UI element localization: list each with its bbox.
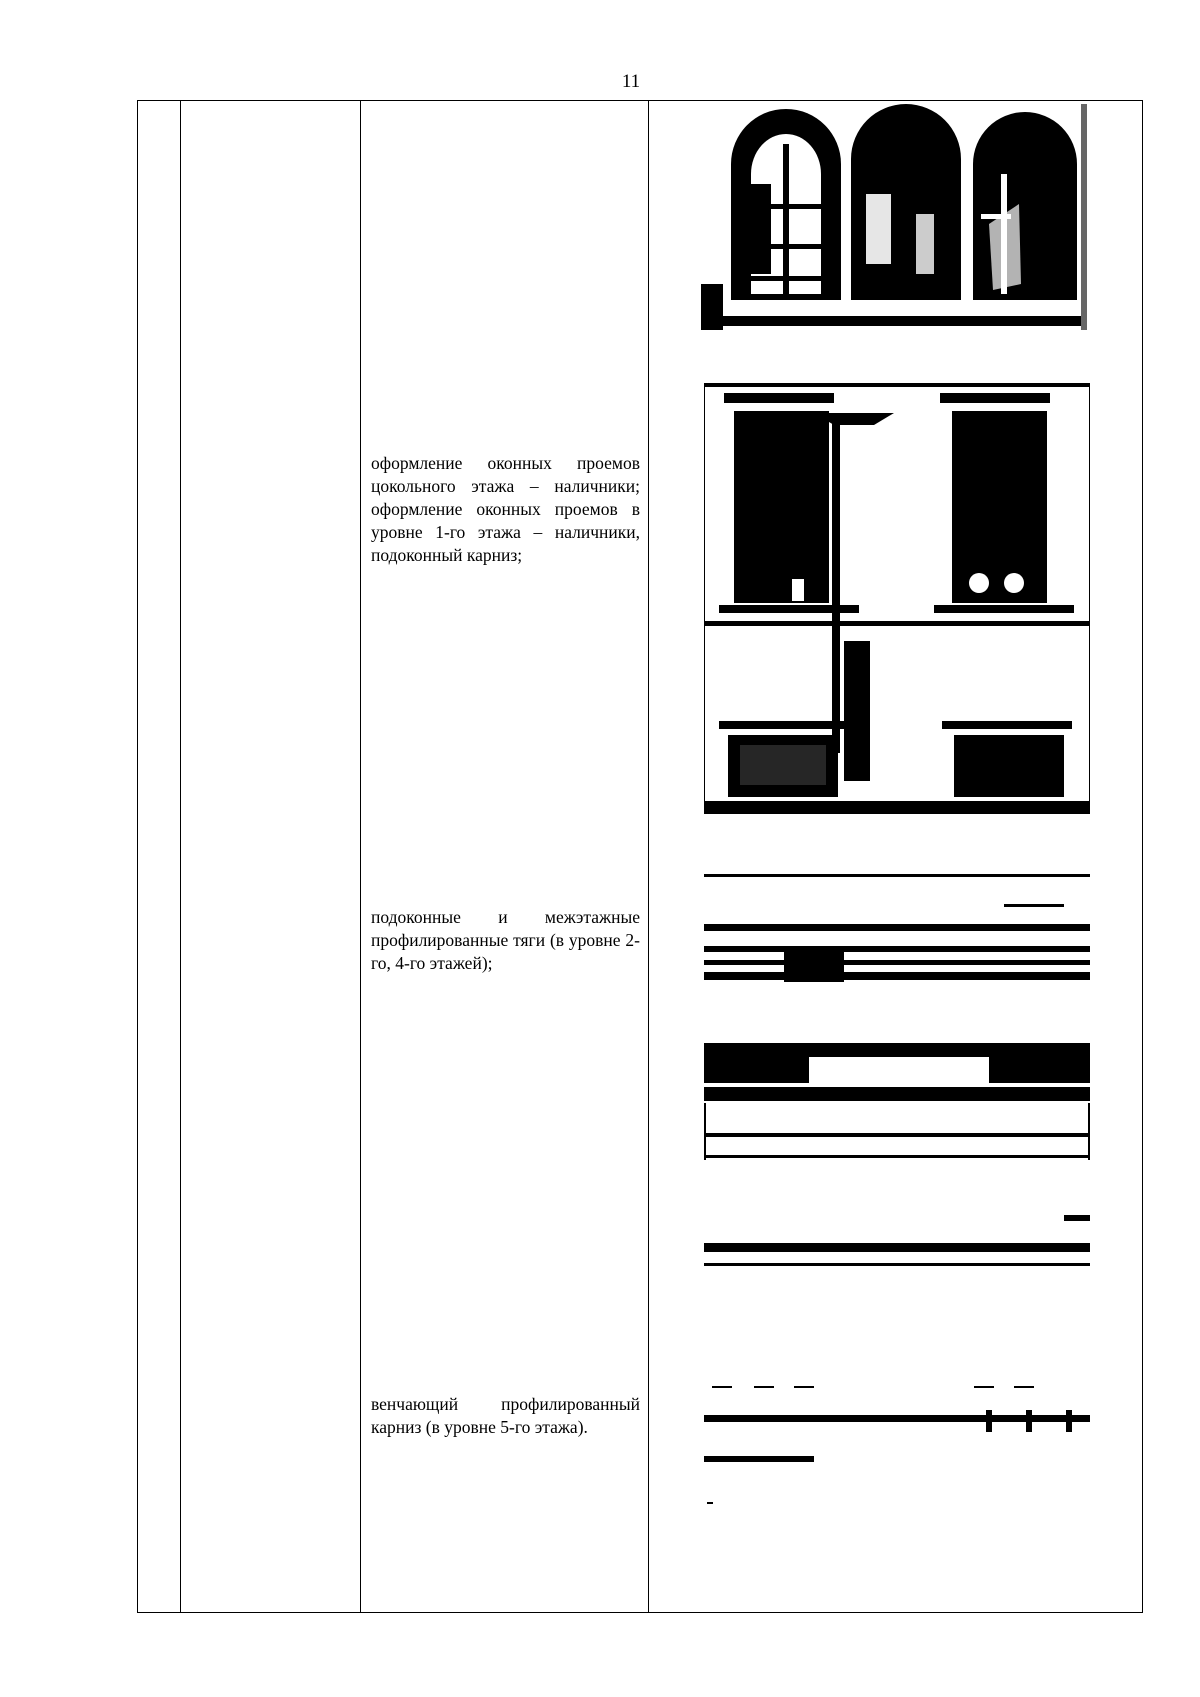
- crowning-cornice-photo: [704, 1380, 1090, 1510]
- arched-windows-photo: [701, 104, 1091, 330]
- column-divider-1: [180, 101, 181, 1612]
- row-text-cornice: венчающий профилированный карниз (в уровне 5-го этажа).: [371, 1394, 640, 1437]
- string-course-photo-2: [704, 1043, 1090, 1160]
- row-text-windows: оформление оконных проемов цокольного этажа – наличники; оформление оконных проемов в уровне 1-го этажа – наличники, подоконный карниз;: [371, 453, 640, 565]
- page-number: 11: [621, 71, 641, 92]
- ground-floor-windows-photo: [704, 383, 1090, 814]
- column-divider-2: [360, 101, 361, 1612]
- column-divider-3: [648, 101, 649, 1612]
- row-text-string-courses: подоконные и межэтажные профилированные тяги (в уровне 2-го, 4-го этажей);: [371, 907, 640, 973]
- string-course-photo-3: [704, 1213, 1090, 1278]
- string-course-photo-1: [704, 868, 1090, 988]
